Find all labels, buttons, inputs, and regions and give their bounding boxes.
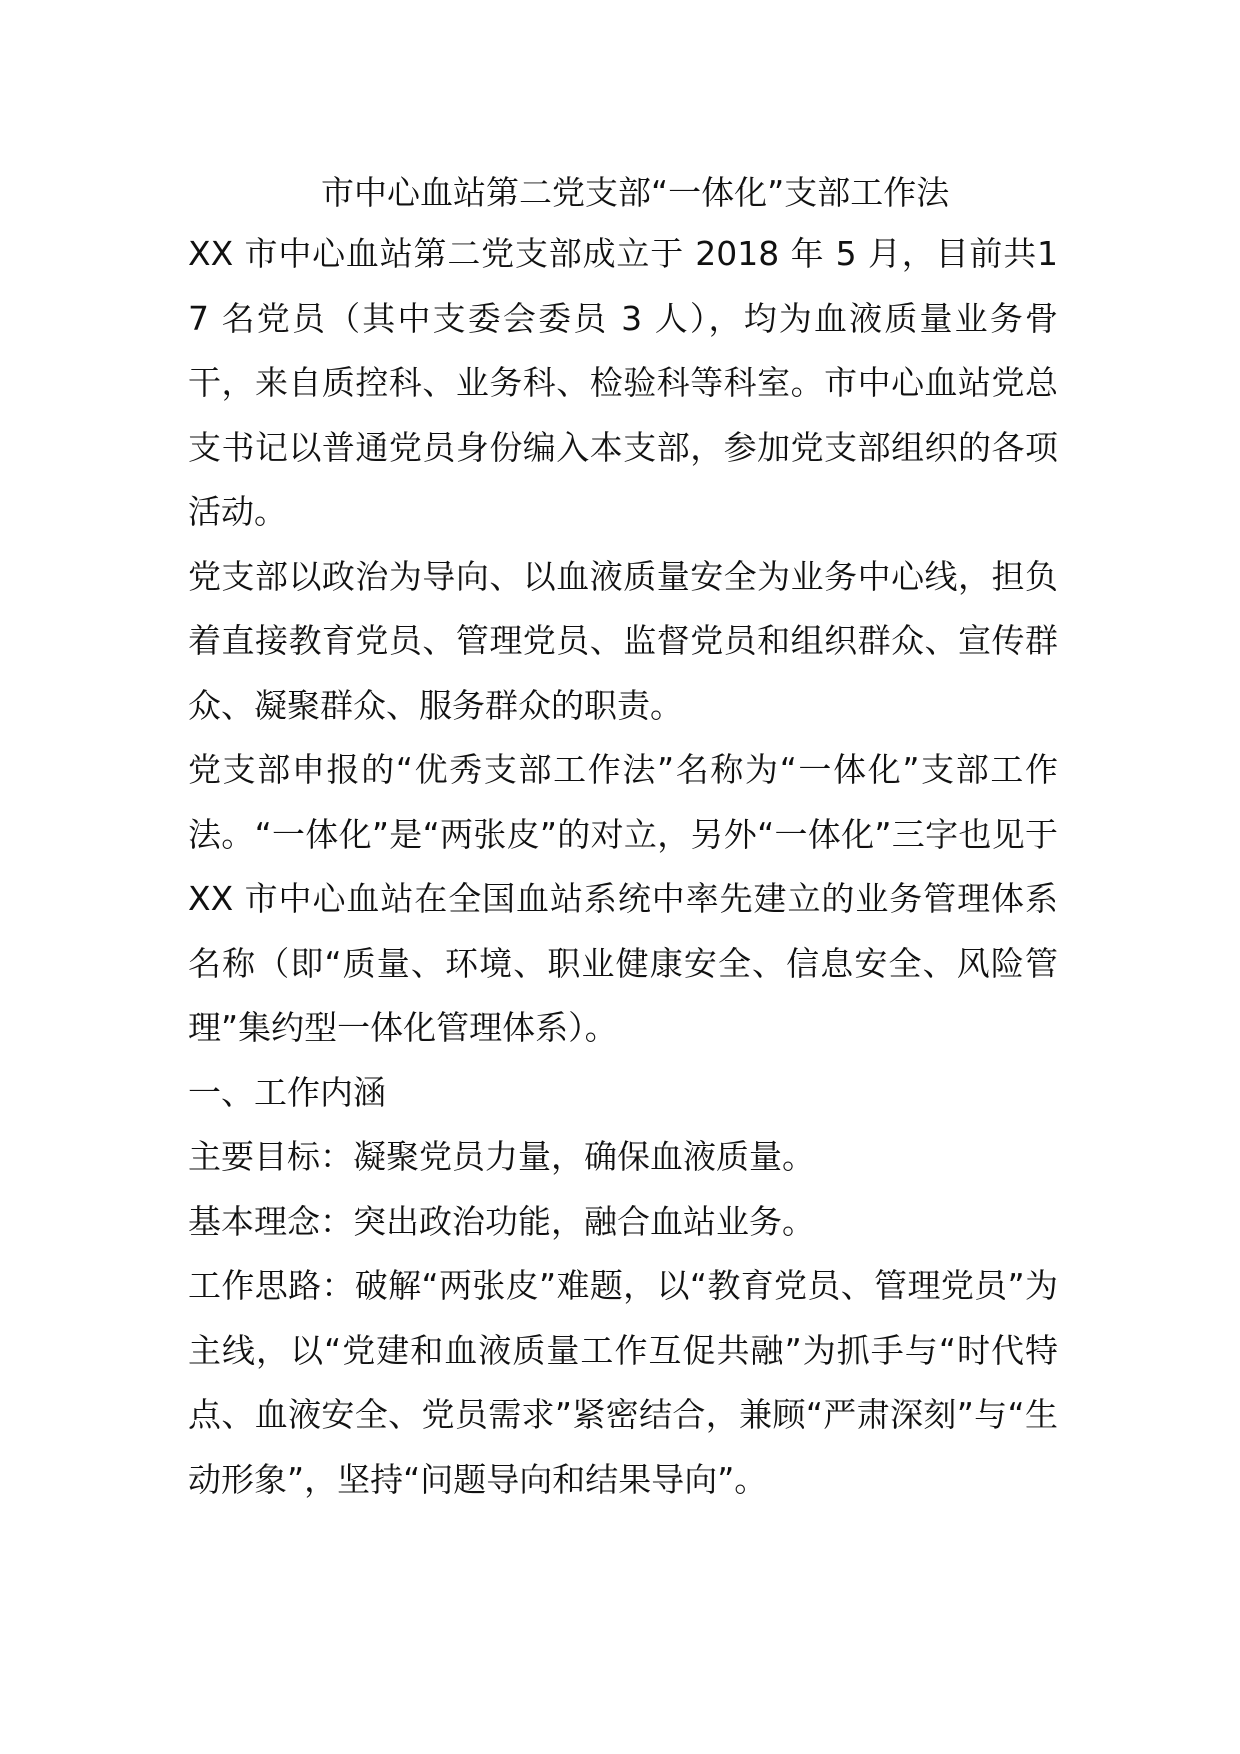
document-body bbox=[188, 172, 1058, 1512]
section-heading-work-connotation: 一、工作内涵 bbox=[188, 1072, 386, 1112]
document-title: 市中心血站第二党支部“一体化”支部工作法 bbox=[321, 173, 950, 212]
paragraph-overview: XX 市中心血站第二党支部成立于 2018 年 5 月，目前共17 名党员（其中支委会委员 3 人），均为血液质量业务骨干，来自质控科、业务科、检验科等科室。市中心血站党总支书记以普通党员身份编入本支部，参加党支部组织的各项活动。 bbox=[188, 234, 1058, 531]
paragraph-duties: 党支部以政治为导向、以血液质量安全为业务中心线，担负着直接教育党员、管理党员、监督党员和组织群众、宣传群众、凝聚群众、服务群众的职责。 bbox=[188, 556, 1058, 725]
paragraph-main-goal: 主要目标：凝聚党员力量，确保血液质量。 bbox=[188, 1137, 815, 1176]
paragraph-basic-concept: 基本理念：突出政治功能，融合血站业务。 bbox=[188, 1201, 815, 1241]
paragraph-method-name: 党支部申报的“优秀支部工作法”名称为“一体化”支部工作法。“一体化”是“两张皮”的对立，另外“一体化”三字也见于 XX 市中心血站在全国血站系统中率先建立的业务管理体系名称（即“质量、环境、职业健康安全、信息安全、风险管理”集约型一体化管理体系）。 bbox=[188, 750, 1058, 1047]
paragraph-work-approach: 工作思路：破解“两张皮”难题，以“教育党员、管理党员”为主线，以“党建和血液质量工作互促共融”为抓手与“时代特点、血液安全、党员需求”紧密结合，兼顾“严肃深刻”与“生动形象”，坚持“问题导向和结果导向”。 bbox=[188, 1266, 1058, 1499]
